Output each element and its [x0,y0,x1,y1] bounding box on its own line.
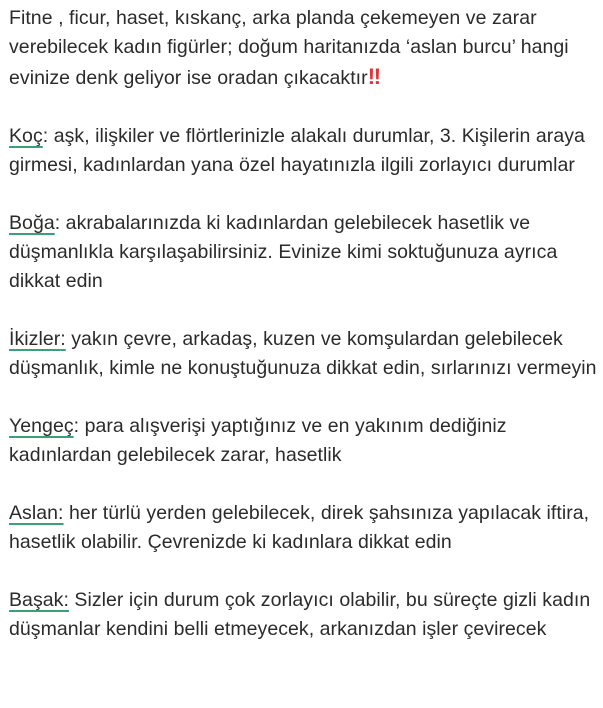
sign-separator: : [63,589,69,611]
sign-paragraph-boga [9,209,599,296]
sign-separator: : [73,415,80,437]
sign-description: yakın çevre, arkadaş, kuzen ve komşulardan gelebilecek düşmanlık, kimle ne konuştuğunuza dikkat edin, sırlarınızı vermeyin [9,328,597,379]
sign-separator: : [60,328,66,350]
sign-description: Sizler için durum çok zorlayıcı olabilir, bu süreçte gizli kadın düşmanlar kendini belli etmeyecek, arkanızdan işler çevirecek [9,589,591,640]
sign-description: aşk, ilişkiler ve flörtlerinizle alakalı durumlar, 3. Kişilerin araya girmesi, kadınlardan yana özel hayatınızla ilgili zorlayıcı durumlar [9,125,585,176]
sign-description: akrabalarınızda ki kadınlardan gelebilecek hasetlik ve düşmanlıkla karşılaşabilirsiniz. Evinize kimi soktuğunuza ayrıca dikkat edin [9,212,558,292]
sign-heading-koc [9,122,43,151]
sign-separator: : [58,502,64,524]
sign-name: Yengeç [9,415,74,437]
sign-heading-boga [9,209,55,238]
sign-separator: : [42,125,49,147]
sign-name: İkizler [9,328,61,350]
sign-heading-ikizler [9,325,66,354]
sign-description: para alışverişi yaptığınız ve en yakınım dediğiniz kadınlardan gelebilecek zarar, hasetlik [9,415,507,466]
sign-paragraph-koc [9,122,599,180]
sign-paragraph-basak [9,586,599,644]
sign-paragraph-aslan [9,499,599,557]
double-exclamation-icon: ‼ [367,64,379,89]
sign-paragraph-ikizler [9,325,599,383]
sign-separator: : [54,212,61,234]
sign-paragraph-yengec [9,412,599,470]
sign-heading-basak [9,586,69,615]
sign-name: Boğa [9,212,55,234]
intro-text: Fitne , ficur, haset, kıskanç, arka planda çekemeyen ve zarar verebilecek kadın figürler; doğum haritanızda ‘aslan burcu’ hangi evinize denk geliyor ise oradan çıkacaktır [9,7,569,89]
sign-heading-yengec [9,412,74,441]
sign-description: her türlü yerden gelebilecek, direk şahsınıza yapılacak iftira, hasetlik olabilir. Çevrenizde ki kadınlara dikkat edin [9,502,590,553]
document-body [9,0,599,673]
sign-name: Koç [9,125,43,147]
intro-paragraph [9,0,599,93]
sign-name: Başak [9,589,64,611]
sign-heading-aslan [9,499,64,528]
sign-name: Aslan [9,502,59,524]
